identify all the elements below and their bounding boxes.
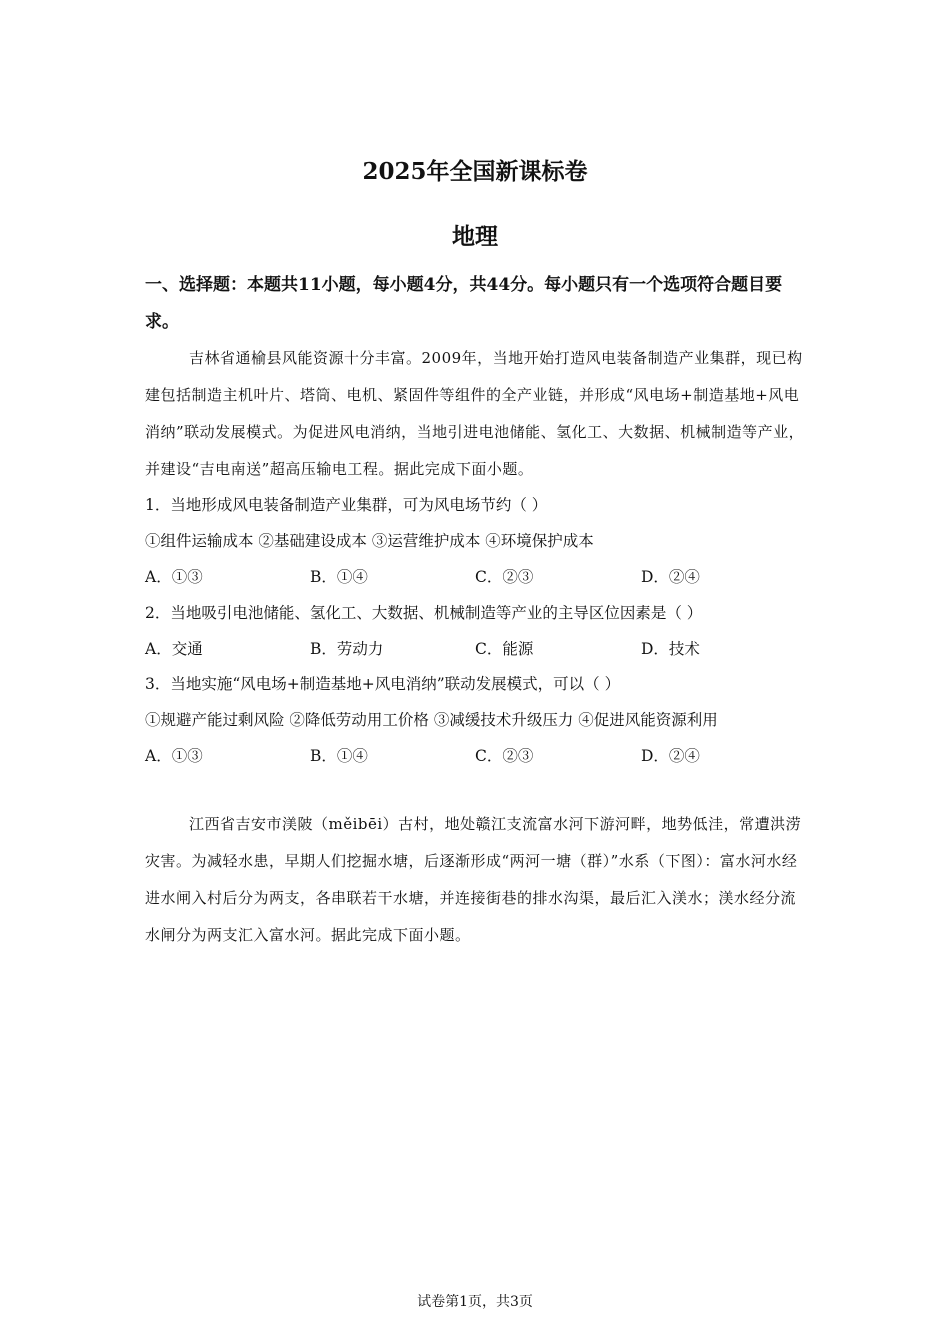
question-1-stem: 1．当地形成风电装备制造产业集群，可为风电场节约（ ） xyxy=(145,496,548,514)
question-3-stem: 3．当地实施“风电场+制造基地+风电消纳”联动发展模式，可以（ ） xyxy=(145,675,621,693)
section-heading: 一、选择题：本题共11小题，每小题4分，共44分。每小题只有一个选项符合题目要求。 xyxy=(145,275,783,332)
question-2-option-b[interactable]: B．劳动力 xyxy=(310,640,384,658)
question-3-option-c[interactable]: C．②③ xyxy=(475,747,534,765)
question-1-option-c[interactable]: C．②③ xyxy=(475,568,534,586)
exam-title: 2025年全国新课标卷 xyxy=(362,158,588,185)
question-2-option-a[interactable]: A．交通 xyxy=(145,640,203,658)
question-3-option-b[interactable]: B．①④ xyxy=(310,747,368,765)
page-footer: 试卷第1页，共3页 xyxy=(417,1294,533,1310)
question-1-option-b[interactable]: B．①④ xyxy=(310,568,368,586)
question-3-option-a[interactable]: A．①③ xyxy=(145,747,203,765)
passage-2: 江西省吉安市渼陂（měibēi）古村，地处赣江支流富水河下游河畔，地势低洼，常遭洪涝灾害。为减轻水患，早期人们挖掘水塘，后逐渐形成“两河一塘（群）”水系（下图）：富水河水经进水闸入村后分为两支，各串联若干水塘，并连接街巷的排水沟渠，最后汇入渼水；渼水经分流水闸分为两支汇入富水河。据此完成下面小题。 xyxy=(145,815,802,944)
question-3-option-d[interactable]: D．②④ xyxy=(641,747,700,765)
question-2-stem: 2．当地吸引电池储能、氢化工、大数据、机械制造等产业的主导区位因素是（ ） xyxy=(145,604,703,622)
passage-1: 吉林省通榆县风能资源十分丰富。2009年，当地开始打造风电装备制造产业集群，现已构建包括制造主机叶片、塔筒、电机、紧固件等组件的全产业链，并形成“风电场+制造基地+风电消纳”联动发展模式。为促进风电消纳，当地引进电池储能、氢化工、大数据、机械制造等产业，并建设“吉电南送”超高压输电工程。据此完成下面小题。 xyxy=(145,349,805,478)
question-2-option-d[interactable]: D．技术 xyxy=(641,640,700,658)
question-1-items: ①组件运输成本 ②基础建设成本 ③运营维护成本 ④环境保护成本 xyxy=(145,532,594,550)
subject-title: 地理 xyxy=(452,223,498,250)
question-1-option-d[interactable]: D．②④ xyxy=(641,568,700,586)
question-1-option-a[interactable]: A．①③ xyxy=(145,568,203,586)
question-3-items: ①规避产能过剩风险 ②降低劳动用工价格 ③减缓技术升级压力 ④促进风能资源利用 xyxy=(145,711,718,729)
question-2-option-c[interactable]: C．能源 xyxy=(475,640,534,658)
